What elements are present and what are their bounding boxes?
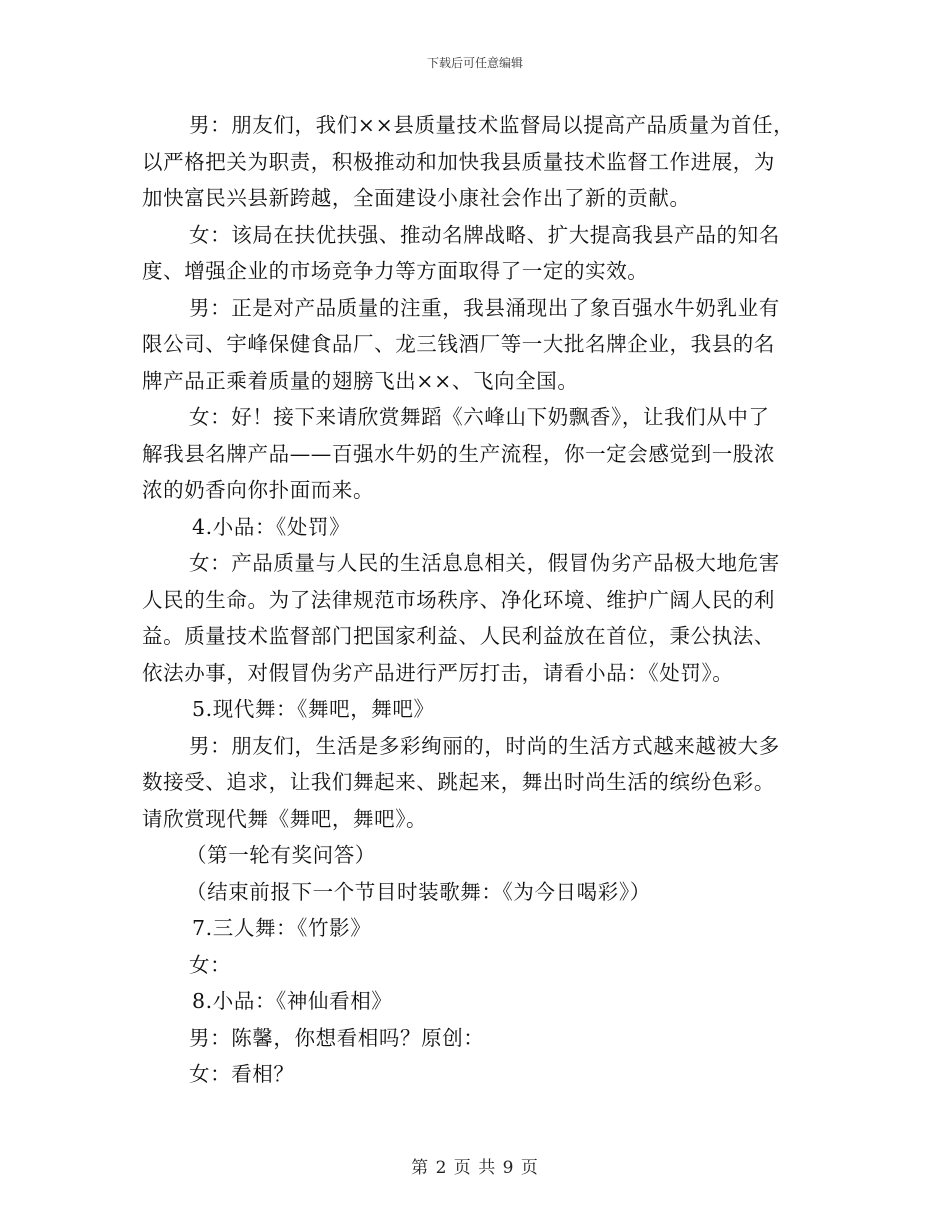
- paragraph-line: 男：陈馨，你想看相吗？原创：: [189, 1025, 485, 1050]
- paragraph-line: 男：朋友们，我们××县质量技术监督局以提高产品质量为首任，: [189, 113, 795, 137]
- program-item-heading: 4.小品：《处罚》: [192, 514, 351, 539]
- paragraph-line: 女：该局在扶优扶强、推动名牌战略、扩大提高我县产品的知名: [189, 222, 780, 247]
- paragraph-line: 女：: [189, 952, 232, 977]
- paragraph-line: 男：正是对产品质量的注重，我县涌现出了象百强水牛奶乳业有: [189, 295, 780, 320]
- paragraph-line: 请欣赏现代舞《舞吧，舞吧》。: [142, 806, 428, 831]
- program-item-heading: 8.小品：《神仙看相》: [192, 989, 393, 1013]
- paragraph-line: 以严格把关为职责，积极推动和加快我县质量技术监督工作进展，为: [142, 149, 775, 174]
- paragraph-line: 解我县名牌产品——百强水牛奶的生产流程，你一定会感觉到一股浓: [142, 441, 775, 466]
- stage-note: （结束前报下一个节目时装歌舞：《为今日喝彩》）: [186, 879, 651, 904]
- page-header: 下载后可任意编辑: [426, 56, 523, 70]
- paragraph-line: 限公司、宇峰保健食品厂、龙三钱酒厂等一大批名牌企业，我县的名: [142, 332, 775, 356]
- paragraph-line: 益。质量技术监督部门把国家利益、人民利益放在首位，秉公执法、: [142, 624, 775, 648]
- paragraph-line: 女：看相？: [189, 1062, 295, 1086]
- paragraph-line: 依法办事，对假冒伪劣产品进行严厉打击，请看小品：《处罚》。: [142, 660, 734, 685]
- paragraph-line: 数接受、追求，让我们舞起来、跳起来，舞出时尚生活的缤纷色彩。: [142, 770, 775, 794]
- stage-note: （第一轮有奖问答）: [186, 843, 376, 867]
- program-item-heading: 5.现代舞：《舞吧，舞吧》: [192, 697, 435, 721]
- paragraph-line: 加快富民兴县新跨越，全面建设小康社会作出了新的贡献。: [142, 186, 691, 210]
- paragraph-line: 女：好！接下来请欣赏舞蹈《六峰山下奶飘香》，让我们从中了: [189, 405, 770, 429]
- page-number-footer: 第 2 页 共 9 页: [411, 1158, 539, 1178]
- paragraph-line: 浓的奶香向你扑面而来。: [142, 478, 375, 502]
- paragraph-line: 女：产品质量与人民的生活息息相关，假冒伪劣产品极大地危害: [189, 551, 780, 575]
- paragraph-line: 牌产品正乘着质量的翅膀飞出××、飞向全国。: [142, 368, 579, 393]
- program-item-heading: 7.三人舞：《竹影》: [192, 916, 372, 940]
- document-body: [142, 107, 810, 1093]
- paragraph-line: 男：朋友们，生活是多彩绚丽的，时尚的生活方式越来越被大多: [189, 733, 780, 758]
- paragraph-line: 度、增强企业的市场竞争力等方面取得了一定的实效。: [142, 259, 649, 283]
- paragraph-line: 人民的生命。为了法律规范市场秩序、净化环境、维护广阔人民的利: [142, 587, 775, 612]
